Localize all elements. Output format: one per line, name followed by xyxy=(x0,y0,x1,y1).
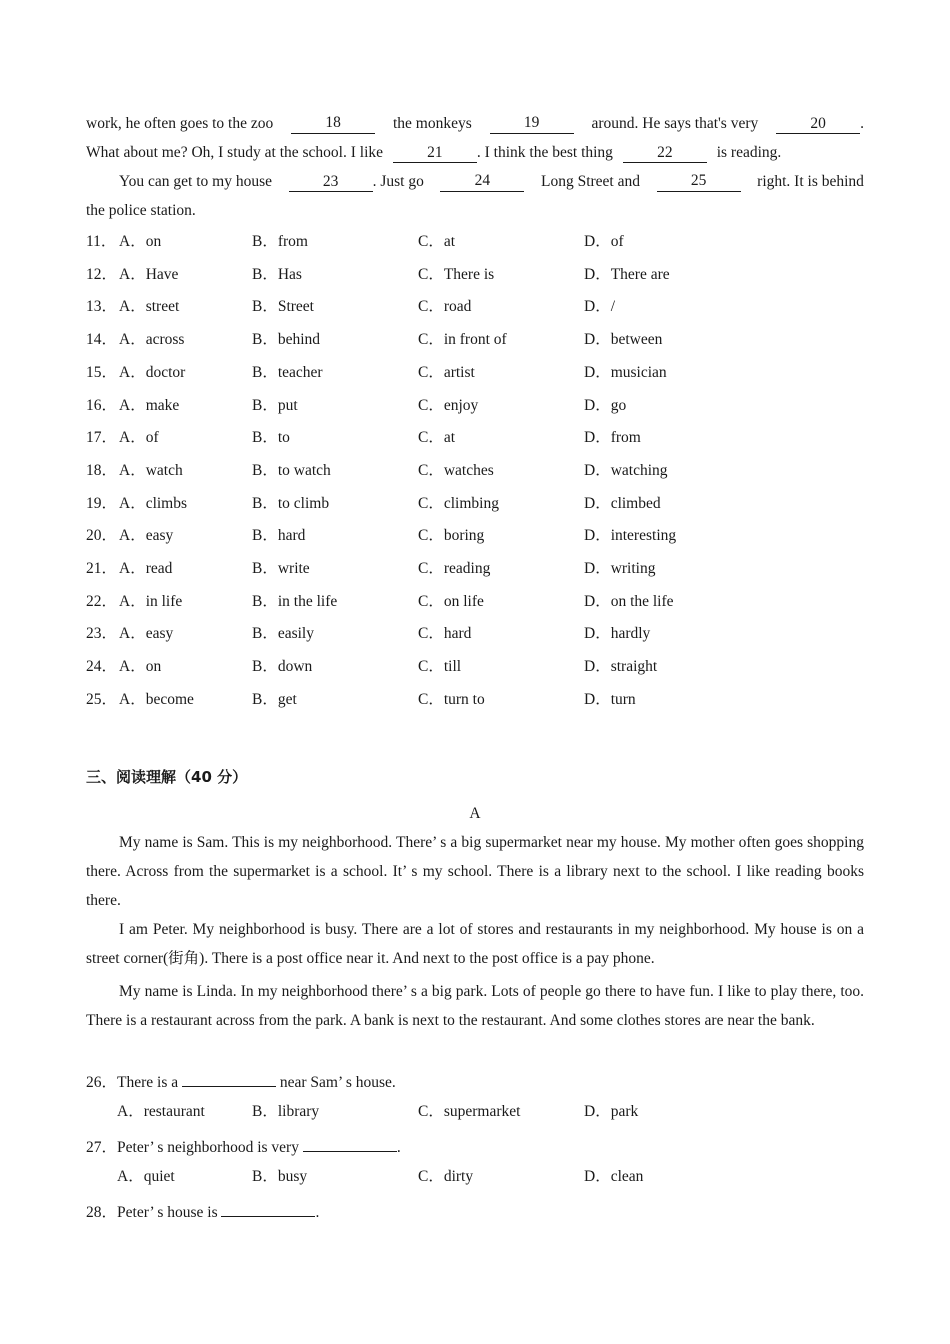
question-text: Peter’ s neighborhood is very xyxy=(117,1139,299,1156)
blank-20: 20 xyxy=(776,115,860,134)
option-b[interactable]: B．get xyxy=(252,690,297,708)
option-a[interactable]: A．quiet xyxy=(117,1168,175,1185)
option-b[interactable]: B．write xyxy=(252,560,310,577)
question-number: 22． xyxy=(86,592,118,610)
question-number: 21． xyxy=(86,560,118,577)
reading-paragraph-2 xyxy=(86,915,864,973)
question-28 xyxy=(86,1200,319,1223)
question-number: 12． xyxy=(86,265,118,283)
option-c[interactable]: C．in front of xyxy=(418,331,507,349)
passage-text: You can get to my house xyxy=(119,173,272,190)
cloze-question-row xyxy=(86,525,864,547)
option-a[interactable]: A．read xyxy=(119,560,173,577)
option-d[interactable]: D．There are xyxy=(584,265,670,283)
option-a[interactable]: A．Have xyxy=(119,265,179,283)
option-c[interactable]: C．till xyxy=(418,658,462,676)
paragraph-text: My name is Linda. In my neighborhood there’ s a big park. Lots of people go there to have fun. I like to play there, too. There is a restaurant across from the park. A bank is next to the restaurant. And some clothes stores are near the bank. xyxy=(86,983,864,1029)
question-number: 23． xyxy=(86,625,118,643)
passage-text: . xyxy=(860,115,864,132)
passage-line-1 xyxy=(86,114,864,134)
cloze-question-row xyxy=(86,689,864,711)
option-a[interactable]: A．in life xyxy=(119,592,183,610)
question-number: 17． xyxy=(86,429,118,447)
question-number: 24． xyxy=(86,658,118,676)
option-b[interactable]: B．behind xyxy=(252,331,321,349)
option-a[interactable]: A．watch xyxy=(119,461,183,479)
passage-line-2 xyxy=(86,143,781,163)
option-a[interactable]: A．on xyxy=(119,658,162,676)
passage-text: What about me? Oh, I study at the school. I like xyxy=(86,144,384,161)
option-a[interactable]: A．easy xyxy=(119,527,174,545)
option-d[interactable]: D．between xyxy=(584,331,663,349)
passage-text: around. He says that's very xyxy=(591,115,759,132)
option-c[interactable]: C．road xyxy=(418,298,472,316)
cloze-question-row xyxy=(86,362,864,384)
option-b[interactable]: B．to climb xyxy=(252,494,330,512)
option-c[interactable]: C．artist xyxy=(418,363,475,381)
cloze-question-row xyxy=(86,395,864,417)
option-c[interactable]: C．enjoy xyxy=(418,396,479,414)
option-a[interactable]: A．doctor xyxy=(119,363,186,381)
question-number: 14． xyxy=(86,331,118,349)
option-a[interactable]: A．restaurant xyxy=(117,1103,205,1120)
blank-19: 19 xyxy=(490,114,574,134)
cloze-question-row xyxy=(86,493,864,515)
option-c[interactable]: C．at xyxy=(418,429,456,447)
option-b[interactable]: B．easily xyxy=(252,625,314,643)
option-c[interactable]: C．climbing xyxy=(418,494,499,512)
passage-text: the monkeys xyxy=(392,115,472,132)
blank-22: 22 xyxy=(623,144,707,163)
cloze-question-row xyxy=(86,264,864,286)
option-d[interactable]: D．writing xyxy=(584,560,656,577)
option-c[interactable]: C．hard xyxy=(418,625,472,643)
option-a[interactable]: A．become xyxy=(119,690,194,708)
reading-paragraph-1 xyxy=(86,828,864,915)
option-c[interactable]: C．supermarket xyxy=(418,1103,521,1120)
option-c[interactable]: C．at xyxy=(418,233,456,250)
question-number: 25． xyxy=(86,690,118,708)
option-d[interactable]: D．straight xyxy=(584,658,658,676)
option-b[interactable]: B．Street xyxy=(252,298,314,316)
cloze-question-row xyxy=(86,460,864,482)
question-26-options xyxy=(86,1101,864,1123)
option-a[interactable]: A．of xyxy=(119,429,159,447)
question-text: Peter’ s house is xyxy=(117,1204,218,1221)
question-number: 16． xyxy=(86,396,118,414)
option-d[interactable]: D．watching xyxy=(584,461,668,479)
passage-label: A xyxy=(469,805,481,822)
option-b[interactable]: B．from xyxy=(252,233,308,250)
question-number: 18． xyxy=(86,461,118,479)
option-a[interactable]: A．make xyxy=(119,396,180,414)
cloze-question-row xyxy=(86,591,864,613)
option-b[interactable]: B．put xyxy=(252,396,298,414)
cloze-question-row xyxy=(86,656,864,678)
question-text: near Sam’ s house. xyxy=(279,1074,396,1091)
answer-blank[interactable] xyxy=(182,1070,276,1087)
question-27-options xyxy=(86,1166,864,1188)
option-d[interactable]: D．park xyxy=(584,1103,639,1120)
question-number: 20． xyxy=(86,527,118,545)
option-b[interactable]: B．busy xyxy=(252,1168,308,1185)
passage-text: . I think the best thing xyxy=(476,144,613,161)
passage-text: work, he often goes to the zoo xyxy=(86,115,274,132)
answer-blank[interactable] xyxy=(303,1135,397,1152)
question-27 xyxy=(86,1135,401,1158)
blank-21: 21 xyxy=(393,144,477,163)
option-b[interactable]: B．teacher xyxy=(252,363,323,381)
option-d[interactable]: D．on the life xyxy=(584,592,674,610)
passage-text: . Just go xyxy=(372,173,424,190)
option-b[interactable]: B．to watch xyxy=(252,461,331,479)
answer-blank[interactable] xyxy=(221,1200,315,1217)
option-d[interactable]: D．of xyxy=(584,233,624,250)
cloze-question-row xyxy=(86,296,864,318)
option-d[interactable]: D．interesting xyxy=(584,527,677,545)
paragraph-text: I am Peter. My neighborhood is busy. There are a lot of stores and restaurants in my neighborhood. My house is on a street corner(街角). There is a post office near it. And next to the post office is a pay phone. xyxy=(86,921,864,967)
blank-25: 25 xyxy=(657,172,741,192)
question-number: 15． xyxy=(86,363,118,381)
option-a[interactable]: A．street xyxy=(119,298,180,316)
cloze-question-row xyxy=(86,231,864,253)
option-d[interactable]: D．go xyxy=(584,396,627,414)
option-b[interactable]: B．in the life xyxy=(252,592,338,610)
paragraph-text: My name is Sam. This is my neighborhood. There’ s a big supermarket near my house. My mother often goes shopping there. Across from the supermarket is a school. It’ s my school. There is a library next to the school. I like reading books there. xyxy=(86,834,864,909)
option-b[interactable]: B．to xyxy=(252,429,290,447)
blank-18: 18 xyxy=(291,114,375,134)
question-number: 11． xyxy=(86,233,117,250)
option-c[interactable]: C．watches xyxy=(418,461,494,479)
option-c[interactable]: C．on life xyxy=(418,592,484,610)
reading-paragraph-3 xyxy=(86,977,864,1035)
section-heading: 三、阅读理解（40 分） xyxy=(86,768,248,786)
option-b[interactable]: B．hard xyxy=(252,527,306,545)
passage-text: is reading. xyxy=(716,144,782,161)
option-b[interactable]: B．library xyxy=(252,1103,320,1120)
option-d[interactable]: D．/ xyxy=(584,298,616,316)
passage-text: Long Street and xyxy=(540,173,640,190)
question-number: 28． xyxy=(86,1204,118,1221)
blank-24: 24 xyxy=(440,172,524,192)
option-d[interactable]: D．musician xyxy=(584,363,667,381)
cloze-question-row xyxy=(86,329,864,351)
cloze-question-row xyxy=(86,427,864,449)
passage-text: right. It is behind xyxy=(757,173,864,190)
option-a[interactable]: A．climbs xyxy=(119,494,188,512)
option-a[interactable]: A．on xyxy=(119,233,162,250)
option-a[interactable]: A．easy xyxy=(119,625,174,643)
cloze-question-row xyxy=(86,558,864,580)
option-d[interactable]: D．turn xyxy=(584,690,636,708)
option-c[interactable]: C．reading xyxy=(418,560,491,577)
option-b[interactable]: B．down xyxy=(252,658,313,676)
option-c[interactable]: C．boring xyxy=(418,527,485,545)
cloze-question-row xyxy=(86,623,864,645)
question-number: 13． xyxy=(86,298,118,316)
question-text: . xyxy=(315,1204,320,1221)
option-a[interactable]: A．across xyxy=(119,331,185,349)
question-26 xyxy=(86,1070,396,1093)
option-c[interactable]: C．turn to xyxy=(418,690,485,708)
option-b[interactable]: B．Has xyxy=(252,265,302,283)
question-text: There is a xyxy=(117,1074,179,1091)
option-c[interactable]: C．dirty xyxy=(418,1168,474,1185)
option-d[interactable]: D．hardly xyxy=(584,625,651,643)
passage-line-4: the police station. xyxy=(86,202,196,219)
option-d[interactable]: D．from xyxy=(584,429,641,447)
question-number: 19． xyxy=(86,494,118,512)
question-number: 26． xyxy=(86,1074,118,1091)
question-number: 27． xyxy=(86,1139,118,1156)
option-d[interactable]: D．clean xyxy=(584,1168,644,1185)
passage-line-3 xyxy=(86,172,864,192)
blank-23: 23 xyxy=(289,173,373,192)
option-d[interactable]: D．climbed xyxy=(584,494,661,512)
option-c[interactable]: C．There is xyxy=(418,265,495,283)
question-text: . xyxy=(396,1139,401,1156)
